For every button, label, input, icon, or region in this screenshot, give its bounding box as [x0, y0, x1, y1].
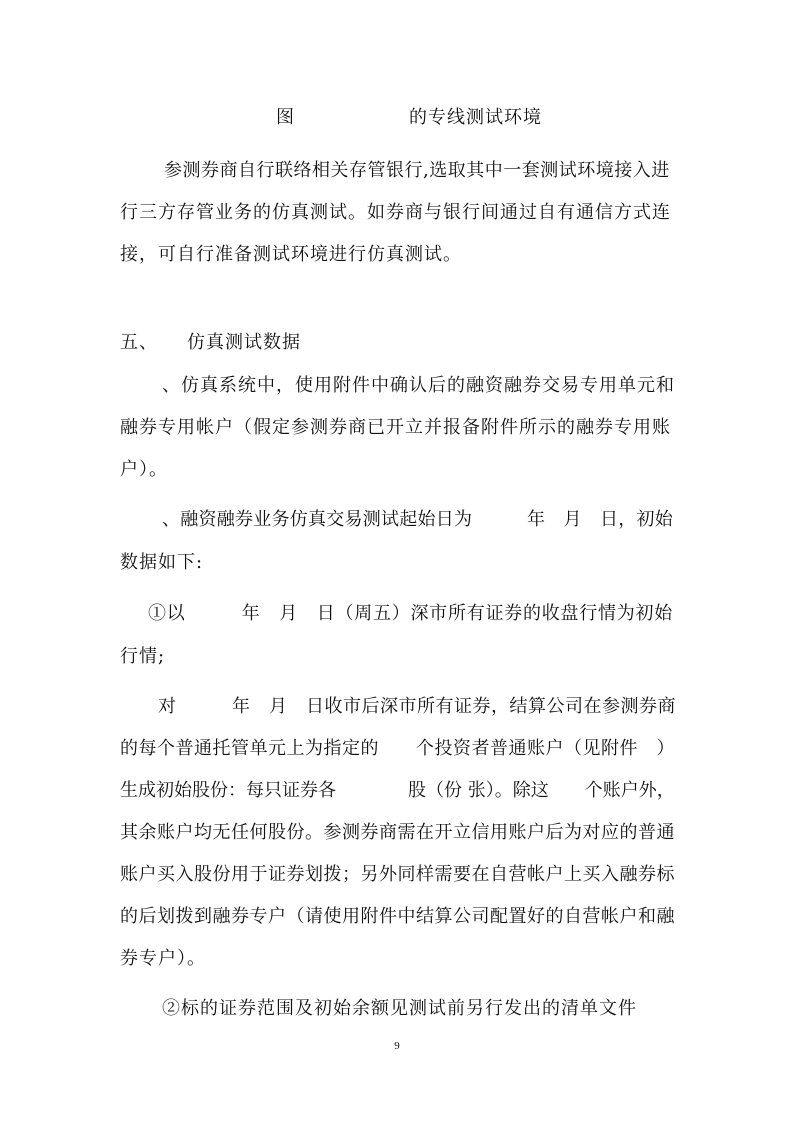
- paragraph-line: 行三方存管业务的仿真测试。如券商与银行间通过自有通信方式连: [120, 202, 671, 223]
- paragraph-line: ②标的证券范围及初始余额见测试前另行发出的清单文件: [162, 998, 637, 1019]
- paragraph-line: 数据如下:: [120, 552, 204, 573]
- paragraph-line: 的每个普通托管单元上为指定的 个投资者普通账户（见附件 ）: [120, 738, 675, 759]
- page-number: 9: [394, 1040, 400, 1052]
- paragraph-line: ①以 年 月 日（周五）深市所有证券的收盘行情为初始: [148, 603, 673, 624]
- paragraph-line: 其余账户均无任何股份。参测券商需在开立信用账户后为对应的普通: [120, 822, 675, 843]
- paragraph-line: 、仿真系统中，使用附件中确认后的融资融券交易专用单元和: [162, 375, 675, 396]
- paragraph-line: 账户买入股份用于证券划拨；另外同样需要在自营帐户上买入融券标: [120, 864, 675, 885]
- paragraph-line: 的后划拨到融券专户（请使用附件中结算公司配置好的自营帐户和融: [120, 906, 675, 927]
- paragraph-line: 参测券商自行联络相关存管银行,选取其中一套测试环境接入进: [164, 160, 670, 181]
- paragraph-line: 券专户）。: [120, 948, 206, 969]
- paragraph-line: 融券专用帐户（假定参测券商已开立并报备附件所示的融券专用账: [120, 417, 671, 438]
- paragraph-line: 、融资融券业务仿真交易测试起始日为 年 月 日，初始: [162, 509, 673, 530]
- paragraph-line: 对 年 月 日收市后深市所有证券，结算公司在参测券商: [158, 696, 676, 717]
- paragraph-line: 户）。: [120, 459, 168, 480]
- section-heading: 五、 仿真测试数据: [120, 332, 301, 353]
- paragraph-line: 行情;: [120, 646, 166, 667]
- figure-caption: 图 的专线测试环境: [276, 107, 542, 128]
- paragraph-line: 接，可自行准备测试环境进行仿真测试。: [120, 244, 462, 265]
- paragraph-line: 生成初始股份：每只证券各 股（份 张）。除这 个账户外，: [120, 780, 675, 801]
